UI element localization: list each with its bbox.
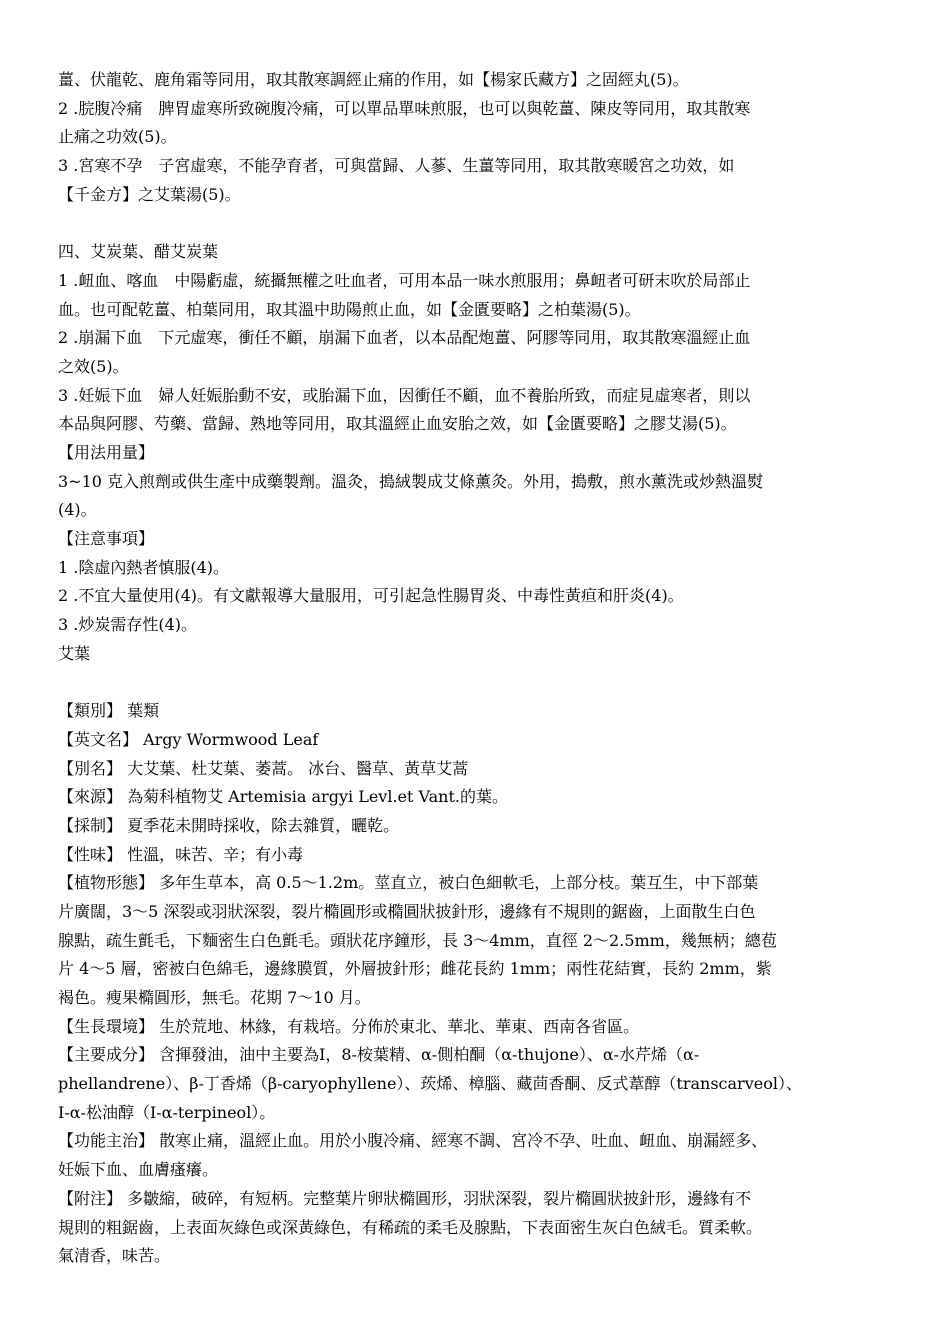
components-field <box>58 1041 898 1127</box>
notes-field <box>58 1185 898 1271</box>
entry-title: 艾葉 <box>58 643 91 663</box>
section-three-tail <box>58 66 898 209</box>
text-line: 褐色。瘦果橢圓形，無毛。花期 7～10 月。 <box>58 988 371 1007</box>
text-line: 【主要成分】 含揮發油，油中主要為Ⅰ，8-桉葉精、α-側柏酮（α-thujone）、α-水芹烯（α- <box>58 1045 700 1065</box>
text-line: (4)。 <box>58 500 97 520</box>
text-line: Ⅰ-α-松油醇（Ⅰ-α-terpineol）。 <box>58 1102 276 1122</box>
section-heading: 四、艾炭葉、醋艾炭葉 <box>58 242 219 262</box>
habitat-field: 【生長環境】 生於荒地、林緣，有栽培。分佈於東北、華北、華東、西南各省區。 <box>58 1016 640 1036</box>
blank-line <box>58 209 898 238</box>
text-line: 規則的粗鋸齒，上表面灰綠色或深黃綠色，有稀疏的柔毛及腺點，下表面密生灰白色絨毛。質柔軟。 <box>58 1217 763 1237</box>
text-line: 1 .衄血、喀血 中陽虧虛，統攝無權之吐血者，可用本品一味水煎服用；鼻衄者可研末吹於局部止 <box>58 270 751 290</box>
precautions-heading: 【注意事項】 <box>58 529 155 548</box>
processing-field: 【採制】 夏季花未開時採收，除去雜質，曬乾。 <box>58 815 400 835</box>
english-name-field: 【英文名】 Argy Wormwood Leaf <box>58 729 319 749</box>
text-line: 氣清香，味苦。 <box>58 1246 171 1266</box>
text-line: 血。也可配乾薑、柏葉同用，取其溫中助陽煎止血，如【金匱要略】之柏葉湯(5)。 <box>58 299 641 319</box>
text-line: 2 .崩漏下血 下元虛寒，衝任不顧，崩漏下血者，以本品配炮薑、阿膠等同用，取其散寒溫經止血 <box>58 328 751 348</box>
document-page <box>58 66 898 1271</box>
functions-field <box>58 1127 898 1184</box>
text-line: 【附注】 多皺縮，破碎，有短柄。完整葉片卵狀橢圓形，羽狀深裂，裂片橢圓狀披針形，邊緣有不 <box>58 1188 752 1208</box>
text-line: 腺點，疏生氈毛，下麵密生白色氈毛。頭狀花序鐘形，長 3～4mm，直徑 2～2.5mm，幾無柄；總苞 <box>58 930 777 950</box>
text-line: 【植物形態】 多年生草本，高 0.5～1.2m。莖直立，被白色細軟毛，上部分枝。葉互生，中下部葉 <box>58 873 759 893</box>
text-line: 3 .炒炭需存性(4)。 <box>58 615 198 635</box>
text-line: 【功能主治】 散寒止痛，溫經止血。用於小腹冷痛、經寒不調、宮冷不孕、吐血、衄血、崩漏經多、 <box>58 1131 768 1151</box>
category-field: 【類別】 葉類 <box>58 701 160 721</box>
text-line: 【千金方】之艾葉湯(5)。 <box>58 184 241 204</box>
section-four <box>58 238 898 439</box>
text-line: 3 .妊娠下血 婦人妊娠胎動不安，或胎漏下血，因衝任不顧，血不養胎所致，而症見虛寒者，則以 <box>58 385 751 405</box>
text-line: 妊娠下血、血膚瘙癢。 <box>58 1160 219 1180</box>
source-field: 【來源】 為菊科植物艾 Artemisia argyi Levl.et Vant.的葉。 <box>58 787 508 807</box>
text-line: 薑、伏龍乾、鹿角霜等同用，取其散寒調經止痛的作用，如【楊家氏藏方】之固經丸(5)。 <box>58 70 689 89</box>
herb-entry <box>58 697 898 1271</box>
usage-section <box>58 439 898 525</box>
nature-field: 【性味】 性溫，味苦、辛；有小毒 <box>58 844 304 864</box>
text-line: 2 .不宜大量使用(4)。有文獻報導大量服用，可引起急性腸胃炎、中毒性黃疸和肝炎(4)。 <box>58 586 684 606</box>
text-line: 2 .脘腹冷痛 脾胃虛寒所致碗腹冷痛，可以單品單味煎服，也可以與乾薑、陳皮等同用，取其散寒 <box>58 98 751 118</box>
blank-line <box>58 668 898 697</box>
text-line: phellandrene）、β-丁香烯（β-caryophyllene）、莰烯、樟腦、藏茴香酮、反式葦醇（transcarveol）、 <box>58 1074 802 1094</box>
text-line: 片 4～5 層，密被白色綿毛，邊緣膜質，外層披針形；雌花長約 1mm；兩性花結實，長約 2mm，紫 <box>58 959 772 979</box>
morphology-field <box>58 869 898 1012</box>
text-line: 片廣闊，3～5 深裂或羽狀深裂，裂片橢圓形或橢圓狀披針形，邊緣有不規則的鋸齒，上面散生白色 <box>58 901 756 921</box>
precautions-section <box>58 525 898 640</box>
usage-heading: 【用法用量】 <box>58 442 155 462</box>
text-line: 1 .陰虛內熱者慎服(4)。 <box>58 557 230 577</box>
text-line: 3 .宮寒不孕 子宮虛寒，不能孕育者，可與當歸、人蔘、生薑等同用，取其散寒暖宮之功效，如 <box>58 156 735 176</box>
text-line: 止痛之功效(5)。 <box>58 127 177 147</box>
text-line: 本品與阿膠、芍藥、當歸、熟地等同用，取其溫經止血安胎之效，如【金匱要略】之膠艾湯(5)。 <box>58 414 737 434</box>
text-line: 之效(5)。 <box>58 356 129 376</box>
text-line: 3~10 克入煎劑或供生產中成藥製劑。溫灸，搗絨製成艾條薰灸。外用，搗敷，煎水薰洗或炒熱溫熨 <box>58 471 764 491</box>
aliases-field: 【別名】 大艾葉、杜艾葉、萎蒿。 冰台、醫草、黃草艾蒿 <box>58 758 469 778</box>
